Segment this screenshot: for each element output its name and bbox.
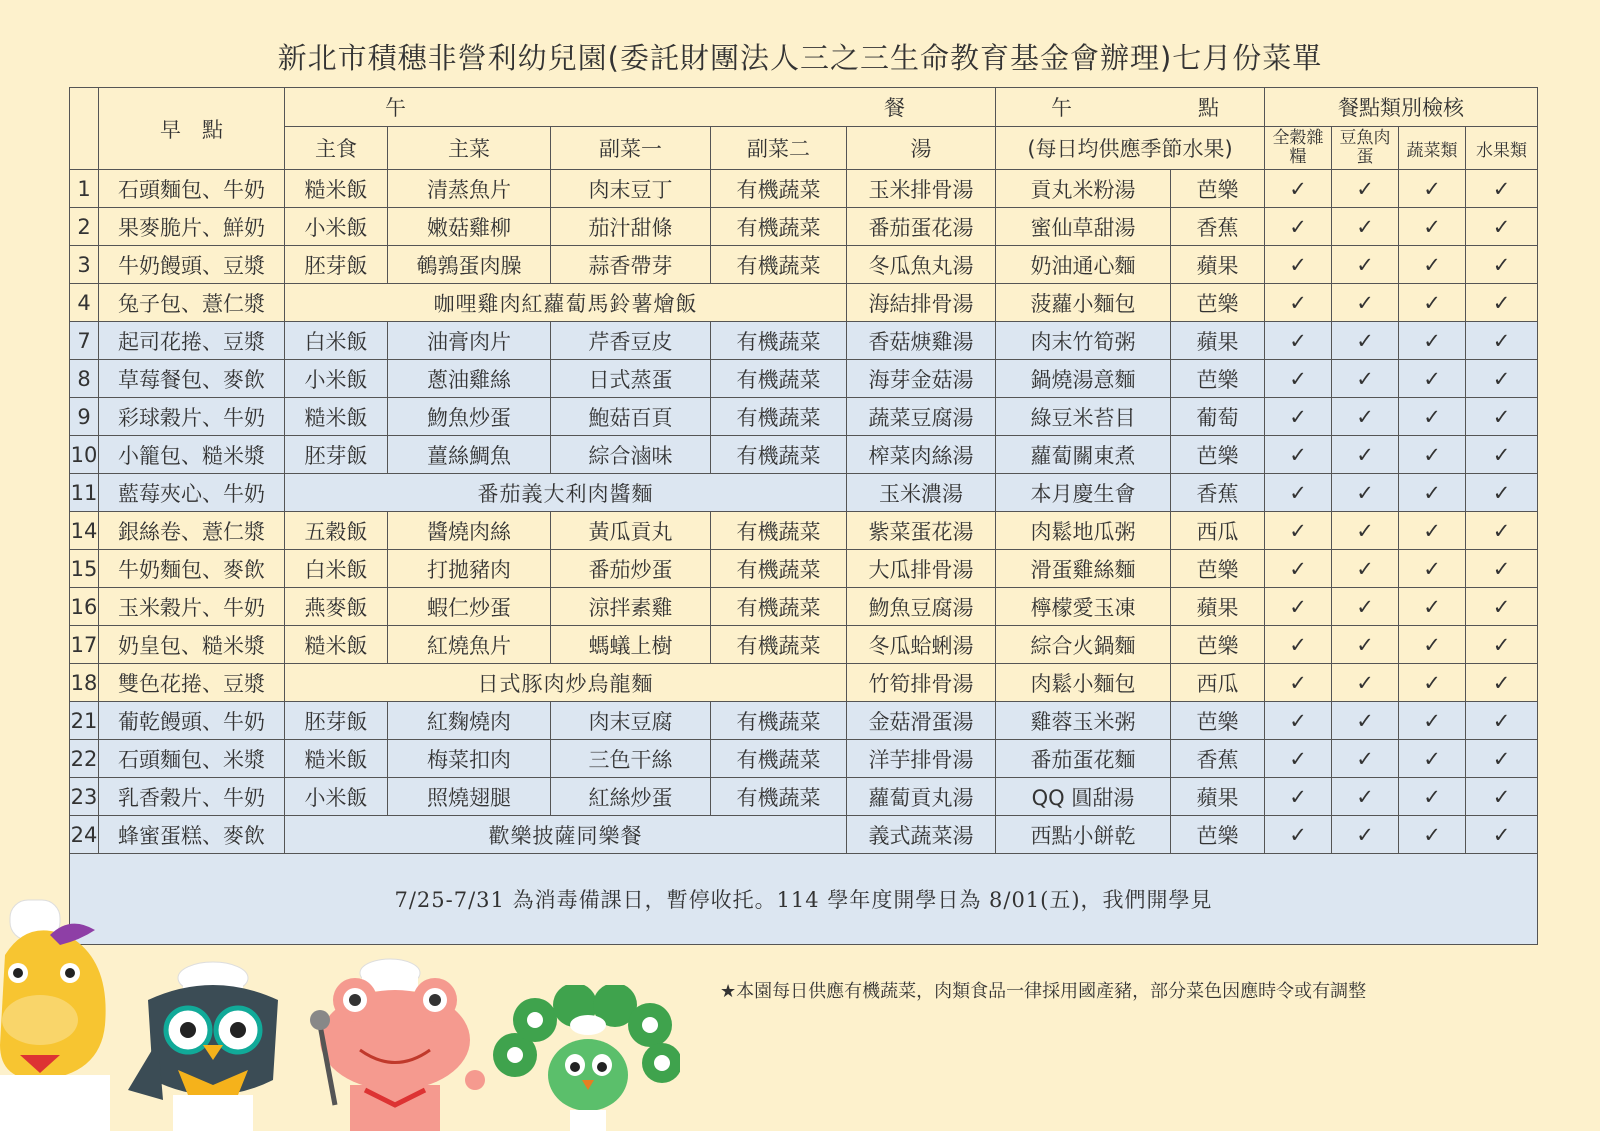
soup-cell: 冬瓜魚丸湯	[847, 246, 996, 284]
menu-row	[70, 246, 1538, 284]
snack-cell: 西點小餅乾	[996, 816, 1171, 854]
side1-cell: 鮑菇百頁	[551, 398, 711, 436]
breakfast-cell: 牛奶饅頭、豆漿	[99, 246, 285, 284]
protein-check-mark: ✓	[1332, 778, 1399, 816]
fruit-cell: 芭樂	[1171, 816, 1265, 854]
day-cell: 10	[70, 436, 99, 474]
grains-check-mark: ✓	[1265, 664, 1332, 702]
protein-check-mark: ✓	[1332, 816, 1399, 854]
soup-cell: 香菇焿雞湯	[847, 322, 996, 360]
grains-check-mark: ✓	[1265, 284, 1332, 322]
fruit-check-mark: ✓	[1466, 284, 1538, 322]
main-dish-cell: 梅菜扣肉	[388, 740, 551, 778]
day-cell: 16	[70, 588, 99, 626]
snack-note-header: (每日均供應季節水果)	[996, 127, 1265, 170]
main-dish-cell: 油膏肉片	[388, 322, 551, 360]
staple-cell: 胚芽飯	[285, 246, 388, 284]
snack-cell: 肉鬆地瓜粥	[996, 512, 1171, 550]
protein-check-mark: ✓	[1332, 550, 1399, 588]
day-cell: 14	[70, 512, 99, 550]
day-cell: 8	[70, 360, 99, 398]
menu-row	[70, 740, 1538, 778]
menu-row	[70, 322, 1538, 360]
soup-cell: 魩魚豆腐湯	[847, 588, 996, 626]
day-cell: 11	[70, 474, 99, 512]
snack-cell: 檸檬愛玉凍	[996, 588, 1171, 626]
grains-check-mark: ✓	[1265, 702, 1332, 740]
breakfast-cell: 銀絲卷、薏仁漿	[99, 512, 285, 550]
merged-lunch-cell: 番茄義大利肉醬麵	[285, 474, 847, 512]
menu-row	[70, 588, 1538, 626]
side2-cell: 有機蔬菜	[711, 436, 847, 474]
day-cell: 24	[70, 816, 99, 854]
lunch-header-right: 餐	[884, 96, 906, 120]
fruit-check-mark: ✓	[1466, 208, 1538, 246]
vegetables-check-mark: ✓	[1399, 626, 1466, 664]
side2-cell: 有機蔬菜	[711, 626, 847, 664]
soup-cell: 蔬菜豆腐湯	[847, 398, 996, 436]
day-cell: 4	[70, 284, 99, 322]
soup-cell: 冬瓜蛤蜊湯	[847, 626, 996, 664]
day-cell: 22	[70, 740, 99, 778]
vegetables-check-mark: ✓	[1399, 170, 1466, 208]
day-cell: 23	[70, 778, 99, 816]
side1-cell: 綜合滷味	[551, 436, 711, 474]
fruit-header: 水果類	[1466, 127, 1538, 170]
snack-cell: QQ 圓甜湯	[996, 778, 1171, 816]
side2-cell: 有機蔬菜	[711, 170, 847, 208]
protein-check-mark: ✓	[1332, 322, 1399, 360]
snack-cell: 貢丸米粉湯	[996, 170, 1171, 208]
staple-cell: 糙米飯	[285, 170, 388, 208]
protein-header: 豆魚肉蛋	[1332, 127, 1399, 170]
side1-cell: 黃瓜貢丸	[551, 512, 711, 550]
grains-check-mark: ✓	[1265, 816, 1332, 854]
staple-cell: 小米飯	[285, 778, 388, 816]
page-title: 新北市積穗非營利幼兒園(委託財團法人三之三生命教育基金會辦理)七月份菜單	[277, 41, 1323, 75]
grains-check-mark: ✓	[1265, 246, 1332, 284]
breakfast-cell: 起司花捲、豆漿	[99, 322, 285, 360]
vegetables-check-mark: ✓	[1399, 246, 1466, 284]
side1-cell: 茄汁甜條	[551, 208, 711, 246]
fruit-cell: 香蕉	[1171, 208, 1265, 246]
snack-cell: 雞蓉玉米粥	[996, 702, 1171, 740]
protein-check-mark: ✓	[1332, 474, 1399, 512]
day-header	[70, 88, 99, 170]
staple-cell: 白米飯	[285, 322, 388, 360]
fruit-cell: 西瓜	[1171, 512, 1265, 550]
fruit-cell: 西瓜	[1171, 664, 1265, 702]
staple-cell: 白米飯	[285, 550, 388, 588]
side2-cell: 有機蔬菜	[711, 360, 847, 398]
protein-check-mark: ✓	[1332, 436, 1399, 474]
protein-check-mark: ✓	[1332, 246, 1399, 284]
grains-check-mark: ✓	[1265, 208, 1332, 246]
main-dish-cell: 魩魚炒蛋	[388, 398, 551, 436]
vegetables-check-mark: ✓	[1399, 474, 1466, 512]
protein-check-mark: ✓	[1332, 398, 1399, 436]
snack-cell: 奶油通心麵	[996, 246, 1171, 284]
fruit-check-mark: ✓	[1466, 626, 1538, 664]
breakfast-cell: 玉米穀片、牛奶	[99, 588, 285, 626]
fruit-cell: 芭樂	[1171, 284, 1265, 322]
fruit-cell: 芭樂	[1171, 626, 1265, 664]
snack-cell: 番茄蛋花麵	[996, 740, 1171, 778]
menu-row	[70, 816, 1538, 854]
snack-cell: 本月慶生會	[996, 474, 1171, 512]
fruit-cell: 芭樂	[1171, 170, 1265, 208]
fruit-check-mark: ✓	[1466, 740, 1538, 778]
grains-check-mark: ✓	[1265, 740, 1332, 778]
day-cell: 1	[70, 170, 99, 208]
menu-row	[70, 208, 1538, 246]
soup-cell: 義式蔬菜湯	[847, 816, 996, 854]
day-cell: 2	[70, 208, 99, 246]
soup-cell: 番茄蛋花湯	[847, 208, 996, 246]
grains-check-mark: ✓	[1265, 550, 1332, 588]
notice-text: 7/25-7/31 為消毒備課日，暫停收托。114 學年度開學日為 8/01(五)，我們開學見	[70, 854, 1538, 945]
breakfast-cell: 果麥脆片、鮮奶	[99, 208, 285, 246]
main-dish-cell: 清蒸魚片	[388, 170, 551, 208]
frog-chef-mascot	[300, 955, 500, 1131]
staple-cell: 小米飯	[285, 208, 388, 246]
fruit-cell: 芭樂	[1171, 550, 1265, 588]
menu-row	[70, 778, 1538, 816]
fruit-cell: 香蕉	[1171, 474, 1265, 512]
fruit-cell: 芭樂	[1171, 702, 1265, 740]
side2-cell: 有機蔬菜	[711, 246, 847, 284]
soup-cell: 金菇滑蛋湯	[847, 702, 996, 740]
side1-cell: 芹香豆皮	[551, 322, 711, 360]
fruit-check-mark: ✓	[1466, 398, 1538, 436]
vegetables-check-mark: ✓	[1399, 664, 1466, 702]
fruit-check-mark: ✓	[1466, 170, 1538, 208]
grains-check-mark: ✓	[1265, 360, 1332, 398]
menu-row	[70, 170, 1538, 208]
staple-cell: 胚芽飯	[285, 436, 388, 474]
staple-header: 主食	[285, 127, 388, 170]
breakfast-cell: 葡乾饅頭、牛奶	[99, 702, 285, 740]
breakfast-cell: 兔子包、薏仁漿	[99, 284, 285, 322]
fruit-cell: 香蕉	[1171, 740, 1265, 778]
side1-cell: 肉末豆腐	[551, 702, 711, 740]
fruit-check-mark: ✓	[1466, 550, 1538, 588]
fruit-cell: 葡萄	[1171, 398, 1265, 436]
snack-header	[996, 88, 1265, 127]
grains-check-mark: ✓	[1265, 436, 1332, 474]
protein-check-mark: ✓	[1332, 702, 1399, 740]
merged-lunch-cell: 日式豚肉炒烏龍麵	[285, 664, 847, 702]
protein-check-mark: ✓	[1332, 284, 1399, 322]
breakfast-cell: 草莓餐包、麥飲	[99, 360, 285, 398]
day-cell: 7	[70, 322, 99, 360]
side1-cell: 紅絲炒蛋	[551, 778, 711, 816]
main-dish-cell: 紅麴燒肉	[388, 702, 551, 740]
grains-check-mark: ✓	[1265, 778, 1332, 816]
fruit-check-mark: ✓	[1466, 436, 1538, 474]
menu-row	[70, 702, 1538, 740]
peacock-chef-mascot	[490, 985, 680, 1131]
staple-cell: 糙米飯	[285, 740, 388, 778]
staple-cell: 糙米飯	[285, 398, 388, 436]
snack-cell: 肉末竹筍粥	[996, 322, 1171, 360]
vegetables-check-mark: ✓	[1399, 436, 1466, 474]
vegetables-check-mark: ✓	[1399, 360, 1466, 398]
fruit-check-mark: ✓	[1466, 702, 1538, 740]
main-dish-header: 主菜	[388, 127, 551, 170]
menu-table	[69, 87, 1538, 945]
side2-cell: 有機蔬菜	[711, 702, 847, 740]
snack-cell: 蜜仙草甜湯	[996, 208, 1171, 246]
breakfast-cell: 石頭麵包、米漿	[99, 740, 285, 778]
breakfast-cell: 蜂蜜蛋糕、麥飲	[99, 816, 285, 854]
vegetables-header: 蔬菜類	[1399, 127, 1466, 170]
menu-row	[70, 474, 1538, 512]
fruit-cell: 芭樂	[1171, 436, 1265, 474]
merged-lunch-cell: 咖哩雞肉紅蘿蔔馬鈴薯燴飯	[285, 284, 847, 322]
fruit-check-mark: ✓	[1466, 474, 1538, 512]
vegetables-check-mark: ✓	[1399, 702, 1466, 740]
breakfast-cell: 藍莓夾心、牛奶	[99, 474, 285, 512]
side1-header: 副菜一	[551, 127, 711, 170]
side1-cell: 螞蟻上樹	[551, 626, 711, 664]
side2-header: 副菜二	[711, 127, 847, 170]
main-dish-cell: 紅燒魚片	[388, 626, 551, 664]
breakfast-cell: 牛奶麵包、麥飲	[99, 550, 285, 588]
snack-cell: 滑蛋雞絲麵	[996, 550, 1171, 588]
vegetables-check-mark: ✓	[1399, 322, 1466, 360]
breakfast-cell: 石頭麵包、牛奶	[99, 170, 285, 208]
side2-cell: 有機蔬菜	[711, 588, 847, 626]
grains-header: 全穀雜糧	[1265, 127, 1332, 170]
main-dish-cell: 蔥油雞絲	[388, 360, 551, 398]
fruit-cell: 芭樂	[1171, 360, 1265, 398]
side2-cell: 有機蔬菜	[711, 398, 847, 436]
day-cell: 15	[70, 550, 99, 588]
soup-cell: 玉米濃湯	[847, 474, 996, 512]
grains-check-mark: ✓	[1265, 512, 1332, 550]
staple-cell: 五穀飯	[285, 512, 388, 550]
fruit-cell: 蘋果	[1171, 778, 1265, 816]
breakfast-cell: 乳香穀片、牛奶	[99, 778, 285, 816]
main-dish-cell: 蝦仁炒蛋	[388, 588, 551, 626]
soup-cell: 蘿蔔貢丸湯	[847, 778, 996, 816]
grains-check-mark: ✓	[1265, 170, 1332, 208]
menu-body	[70, 170, 1538, 854]
footnote: ★本園每日供應有機蔬菜，肉類食品一律採用國產豬，部分菜色因應時令或有調整	[720, 981, 1367, 1002]
staple-cell: 小米飯	[285, 360, 388, 398]
vegetables-check-mark: ✓	[1399, 740, 1466, 778]
fruit-check-mark: ✓	[1466, 778, 1538, 816]
soup-cell: 竹筍排骨湯	[847, 664, 996, 702]
main-dish-cell: 嫩菇雞柳	[388, 208, 551, 246]
side1-cell: 肉末豆丁	[551, 170, 711, 208]
protein-check-mark: ✓	[1332, 664, 1399, 702]
main-dish-cell: 薑絲鯛魚	[388, 436, 551, 474]
side2-cell: 有機蔬菜	[711, 550, 847, 588]
side1-cell: 涼拌素雞	[551, 588, 711, 626]
protein-check-mark: ✓	[1332, 208, 1399, 246]
day-cell: 17	[70, 626, 99, 664]
snack-cell: 菠蘿小麵包	[996, 284, 1171, 322]
side2-cell: 有機蔬菜	[711, 740, 847, 778]
fruit-cell: 蘋果	[1171, 322, 1265, 360]
menu-row	[70, 436, 1538, 474]
soup-cell: 紫菜蛋花湯	[847, 512, 996, 550]
soup-cell: 榨菜肉絲湯	[847, 436, 996, 474]
snack-cell: 蘿蔔關東煮	[996, 436, 1171, 474]
owl-chef-mascot	[118, 960, 308, 1131]
side1-cell: 蒜香帶芽	[551, 246, 711, 284]
soup-cell: 海結排骨湯	[847, 284, 996, 322]
menu-row	[70, 360, 1538, 398]
day-cell: 18	[70, 664, 99, 702]
merged-lunch-cell: 歡樂披薩同樂餐	[285, 816, 847, 854]
day-cell: 9	[70, 398, 99, 436]
side1-cell: 日式蒸蛋	[551, 360, 711, 398]
lunch-header	[285, 88, 996, 127]
side2-cell: 有機蔬菜	[711, 778, 847, 816]
vegetables-check-mark: ✓	[1399, 208, 1466, 246]
vegetables-check-mark: ✓	[1399, 778, 1466, 816]
breakfast-cell: 小籠包、糙米漿	[99, 436, 285, 474]
vegetables-check-mark: ✓	[1399, 816, 1466, 854]
soup-cell: 海芽金菇湯	[847, 360, 996, 398]
main-dish-cell: 打拋豬肉	[388, 550, 551, 588]
soup-cell: 大瓜排骨湯	[847, 550, 996, 588]
fruit-check-mark: ✓	[1466, 246, 1538, 284]
grains-check-mark: ✓	[1265, 626, 1332, 664]
staple-cell: 胚芽飯	[285, 702, 388, 740]
vegetables-check-mark: ✓	[1399, 588, 1466, 626]
fruit-check-mark: ✓	[1466, 588, 1538, 626]
protein-check-mark: ✓	[1332, 588, 1399, 626]
protein-check-mark: ✓	[1332, 626, 1399, 664]
vegetables-check-mark: ✓	[1399, 284, 1466, 322]
grains-check-mark: ✓	[1265, 398, 1332, 436]
check-group-header: 餐點類別檢核	[1265, 88, 1538, 127]
main-dish-cell: 照燒翅腿	[388, 778, 551, 816]
side2-cell: 有機蔬菜	[711, 322, 847, 360]
staple-cell: 燕麥飯	[285, 588, 388, 626]
fruit-check-mark: ✓	[1466, 360, 1538, 398]
protein-check-mark: ✓	[1332, 170, 1399, 208]
soup-cell: 玉米排骨湯	[847, 170, 996, 208]
lunch-header-left: 午	[385, 96, 406, 120]
snack-header-left: 午	[1051, 96, 1073, 120]
side1-cell: 番茄炒蛋	[551, 550, 711, 588]
side2-cell: 有機蔬菜	[711, 208, 847, 246]
side2-cell: 有機蔬菜	[711, 512, 847, 550]
protein-check-mark: ✓	[1332, 512, 1399, 550]
fruit-cell: 蘋果	[1171, 246, 1265, 284]
fruit-cell: 蘋果	[1171, 588, 1265, 626]
grains-check-mark: ✓	[1265, 588, 1332, 626]
menu-row	[70, 550, 1538, 588]
staple-cell: 糙米飯	[285, 626, 388, 664]
vegetables-check-mark: ✓	[1399, 398, 1466, 436]
snack-cell: 鍋燒湯意麵	[996, 360, 1171, 398]
menu-row	[70, 284, 1538, 322]
soup-header: 湯	[847, 127, 996, 170]
menu-row	[70, 626, 1538, 664]
vegetables-check-mark: ✓	[1399, 512, 1466, 550]
side1-cell: 三色干絲	[551, 740, 711, 778]
protein-check-mark: ✓	[1332, 360, 1399, 398]
fruit-check-mark: ✓	[1466, 512, 1538, 550]
vegetables-check-mark: ✓	[1399, 550, 1466, 588]
protein-check-mark: ✓	[1332, 740, 1399, 778]
snack-header-right: 點	[1198, 96, 1220, 120]
breakfast-cell: 彩球穀片、牛奶	[99, 398, 285, 436]
menu-row	[70, 398, 1538, 436]
snack-cell: 肉鬆小麵包	[996, 664, 1171, 702]
fruit-check-mark: ✓	[1466, 322, 1538, 360]
menu-row	[70, 664, 1538, 702]
snack-cell: 綜合火鍋麵	[996, 626, 1171, 664]
grains-check-mark: ✓	[1265, 474, 1332, 512]
soup-cell: 洋芋排骨湯	[847, 740, 996, 778]
menu-row	[70, 512, 1538, 550]
grains-check-mark: ✓	[1265, 322, 1332, 360]
fruit-check-mark: ✓	[1466, 664, 1538, 702]
day-cell: 21	[70, 702, 99, 740]
day-cell: 3	[70, 246, 99, 284]
main-dish-cell: 醬燒肉絲	[388, 512, 551, 550]
breakfast-header: 早 點	[99, 88, 285, 170]
main-dish-cell: 鵪鶉蛋肉臊	[388, 246, 551, 284]
breakfast-cell: 奶皇包、糙米漿	[99, 626, 285, 664]
snack-cell: 綠豆米苔目	[996, 398, 1171, 436]
fruit-check-mark: ✓	[1466, 816, 1538, 854]
breakfast-cell: 雙色花捲、豆漿	[99, 664, 285, 702]
